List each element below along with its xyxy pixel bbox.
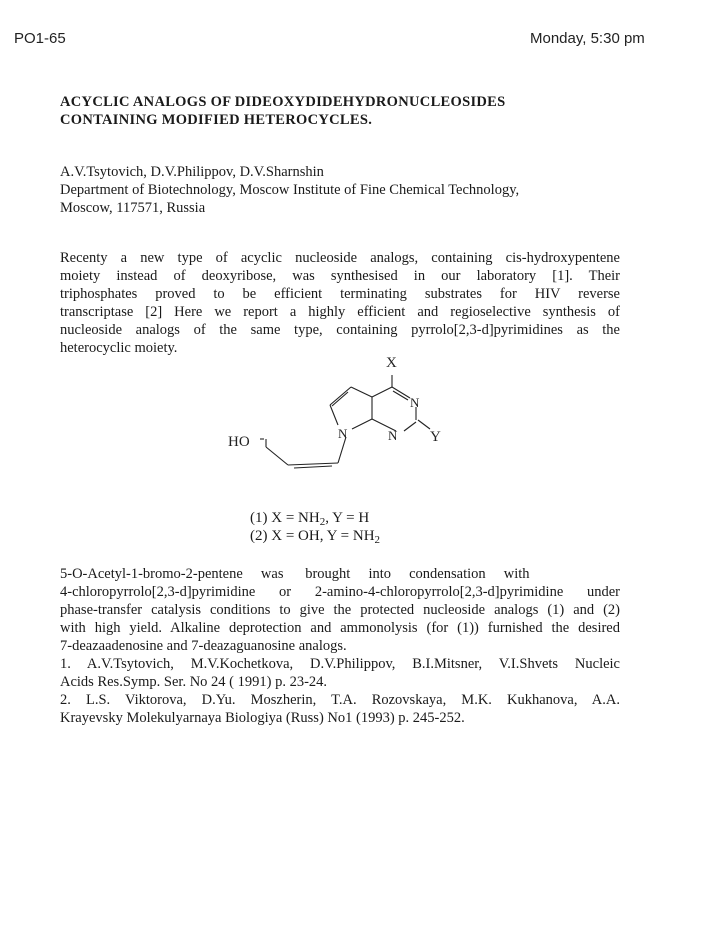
abstract-line: nucleoside analogs of the same type, containing pyrrolo[2,3-d]pyrimidines as the: [60, 322, 620, 338]
synthesis-line: 5-O-Acetyl-1-bromo-2-pentene was brought into condensation with: [60, 566, 530, 582]
structure-bonds: [260, 375, 430, 468]
n-atom-label: N: [410, 395, 420, 410]
n-atom-label: N: [338, 426, 348, 441]
compound-2-definition: (2) X = OH, $Y = NH_2$: [250, 528, 381, 546]
affiliation-line-2: Moscow, 117571, Russia: [60, 200, 206, 216]
paper-title-line-2: CONTAINING MODIFIED HETEROCYCLES.: [60, 112, 373, 128]
x-label: X: [386, 355, 397, 371]
reference-1-line-2: Acids Res.Symp. Ser. No 24 ( 1991) p. 23-24.: [60, 674, 328, 690]
ho-label: HO: [228, 434, 250, 450]
paper-title-line-1: ACYCLIC ANALOGS OF DIDEOXYDIDEHYDRONUCLEOSIDES: [60, 94, 506, 110]
abstract-code: PO1-65: [14, 30, 66, 47]
abstract-line: transcriptase [2] Here we report a highly efficient and regioselective synthesis of: [60, 304, 620, 320]
reference-2-line-1: 2. L.S. Viktorova, D.Yu. Moszherin, T.A. Rozovskaya, M.K. Kukhanova, A.A.: [60, 692, 620, 708]
reference-2-line-2: Krayevsky Molekulyarnaya Biologiya (Russ) No1 (1993) p. 245-252.: [60, 710, 465, 726]
abstract-line: heterocyclic moiety.: [60, 340, 178, 356]
n-atom-label: N: [388, 428, 398, 443]
affiliation-line-1: Department of Biotechnology, Moscow Institute of Fine Chemical Technology,: [60, 182, 520, 198]
reference-1-line-1: 1. A.V.Tsytovich, M.V.Kochetkova, D.V.Philippov, B.I.Mitsner, V.I.Shvets Nucleic: [60, 656, 620, 672]
abstract-line: triphosphates proved to be efficient terminating substrates for HIV reverse: [60, 286, 620, 302]
synthesis-line: with high yield. Alkaline deprotection and ammonolysis (for (1)) furnished the desired: [60, 620, 620, 636]
session-time: Monday, 5:30 pm: [530, 30, 645, 47]
y-label: Y: [430, 429, 441, 445]
authors: A.V.Tsytovich, D.V.Philippov, D.V.Sharnshin: [60, 164, 324, 180]
compound-1-definition: (1) $X = NH_2$, Y = H: [250, 510, 370, 528]
abstract-line: moiety instead of deoxyribose, was synthesised in our laboratory [1]. Their: [60, 268, 620, 284]
synthesis-line: phase-transfer catalysis conditions to give the protected nucleoside analogs (1) and (2): [60, 602, 620, 618]
abstract-line: Recenty a new type of acyclic nucleoside analogs, containing cis-hydroxypentene: [60, 250, 620, 266]
chemical-structure-diagram: [220, 345, 460, 495]
synthesis-line: 7-deazaadenosine and 7-deazaguanosine analogs.: [60, 638, 347, 654]
synthesis-line: 4-chloropyrrolo[2,3-d]pyrimidine or 2-amino-4-chloropyrrolo[2,3-d]pyrimidine under: [60, 584, 620, 600]
